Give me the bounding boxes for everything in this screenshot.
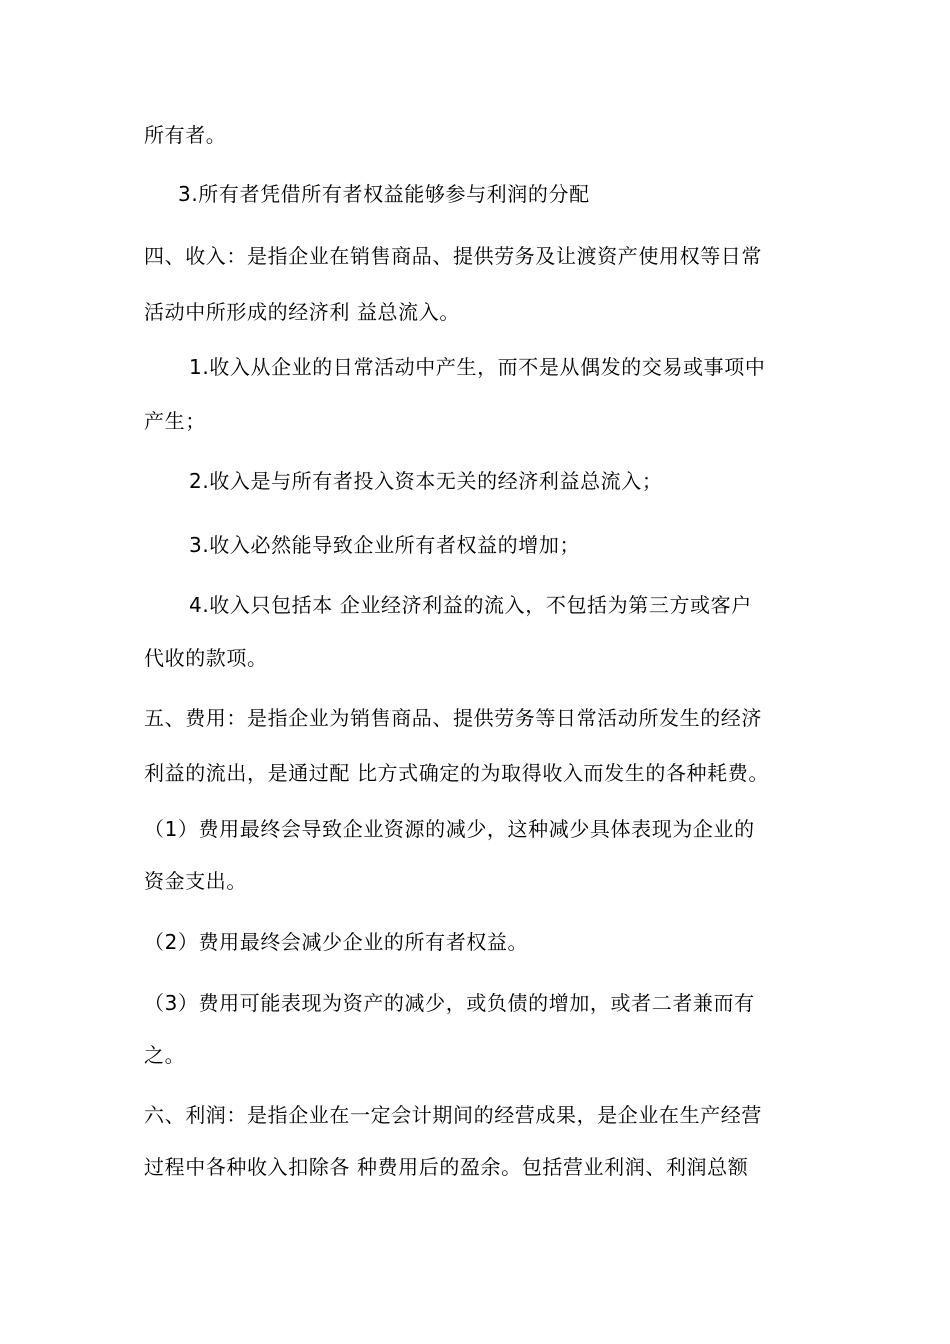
text-line: 资金支出。 <box>144 869 247 893</box>
text-line: 过程中各种收入扣除各 种费用后的盈余。包括营业利润、利润总额 <box>144 1155 749 1179</box>
list-item: 2.收入是与所有者投入资本无关的经济利益总流入； <box>189 469 663 493</box>
list-item: （3）费用可能表现为资产的减少，或负债的增加，或者二者兼而有 <box>144 991 755 1015</box>
text-line: 产生； <box>144 409 206 433</box>
section-heading-income: 四、收入：是指企业在销售商品、提供劳务及让渡资产使用权等日常 <box>144 244 762 268</box>
section-heading-expense: 五、费用：是指企业为销售商品、提供劳务等日常活动所发生的经济 <box>144 706 762 730</box>
list-item: 4.收入只包括本 企业经济利益的流入，不包括为第三方或客户 <box>189 593 752 617</box>
text-line: 代收的款项。 <box>144 646 268 670</box>
text-line: 活动中所形成的经济利 益总流入。 <box>144 300 460 324</box>
list-item: （1）费用最终会导致企业资源的减少，这种减少具体表现为企业的 <box>144 817 755 841</box>
text-line: 所有者。 <box>144 123 227 147</box>
text-line: 之。 <box>144 1043 186 1067</box>
list-item: 1.收入从企业的日常活动中产生，而不是从偶发的交易或事项中 <box>189 355 766 379</box>
section-heading-profit: 六、利润：是指企业在一定会计期间的经营成果，是企业在生产经营 <box>144 1103 762 1127</box>
text-line: 利益的流出，是通过配 比方式确定的为取得收入而发生的各种耗费。 <box>144 761 769 785</box>
list-item: 3.收入必然能导致企业所有者权益的增加； <box>189 533 581 557</box>
text-line: 3.所有者凭借所有者权益能够参与利润的分配 <box>178 182 590 206</box>
list-item: （2）费用最终会减少企业的所有者权益。 <box>144 930 529 954</box>
